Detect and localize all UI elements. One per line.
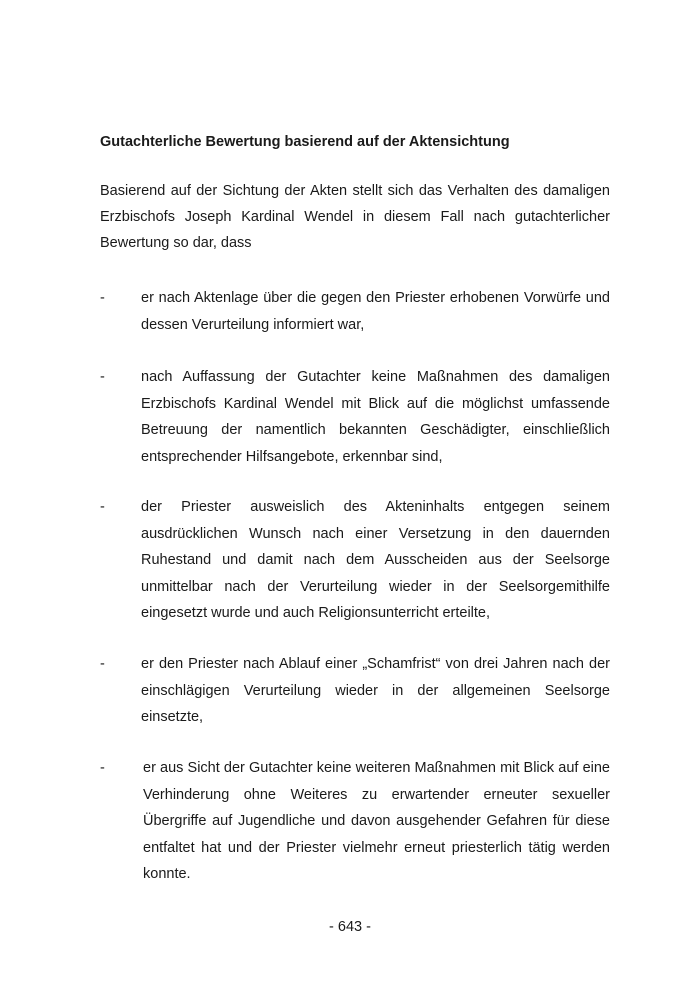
bullet-dash: - [100, 369, 105, 385]
bullet-item [100, 494, 610, 627]
bullet-item [100, 755, 610, 888]
bullet-item [100, 285, 610, 338]
bullet-dash: - [100, 656, 105, 672]
bullet-dash: - [100, 290, 105, 306]
bullet-text: nach Auffassung der Gutachter keine Maßnahmen des damaligen Erzbischofs Kardinal Wendel mit Blick auf die möglichst umfassende Betreuung der namentlich bekannten Geschädigter, einschließlich entsprechender Hilfsangebote, erkennbar sind, [141, 369, 610, 465]
bullet-item [100, 651, 610, 731]
intro-paragraph: Basierend auf der Sichtung der Akten stellt sich das Verhalten des damaligen Erzbischofs Joseph Kardinal Wendel in diesem Fall nach gutachterlicher Bewertung so dar, dass [100, 183, 610, 251]
bullet-text: der Priester ausweislich des Akteninhalts entgegen seinem ausdrücklichen Wunsch nach einer Versetzung in den dauernden Ruhestand und damit nach dem Ausscheiden aus der Seelsorge unmittelbar nach der Verurteilung wieder in der Seelsorgemithilfe eingesetzt wurde und auch Religionsunterricht erteilte, [141, 499, 610, 621]
bullet-text: er aus Sicht der Gutachter keine weiteren Maßnahmen mit Blick auf eine Verhinderung ohne Weiteres zu erwartender erneuter sexueller Übergriffe auf Jugendliche und davon ausgehender Gefahren für diese entfaltet hat und der Priester vielmehr erneut priesterlich tätig werden konnte. [143, 760, 610, 882]
bullet-item [100, 364, 610, 470]
bullet-dash: - [100, 499, 105, 515]
section-heading: Gutachterliche Bewertung basierend auf der Aktensichtung [100, 134, 510, 150]
page-number: - 643 - [329, 919, 371, 935]
bullet-text: er nach Aktenlage über die gegen den Priester erhobenen Vorwürfe und dessen Verurteilung informiert war, [141, 290, 610, 333]
bullet-text: er den Priester nach Ablauf einer „Schamfrist“ von drei Jahren nach der einschlägigen Verurteilung wieder in der allgemeinen Seelsorge einsetzte, [141, 656, 610, 725]
bullet-dash: - [100, 760, 105, 776]
